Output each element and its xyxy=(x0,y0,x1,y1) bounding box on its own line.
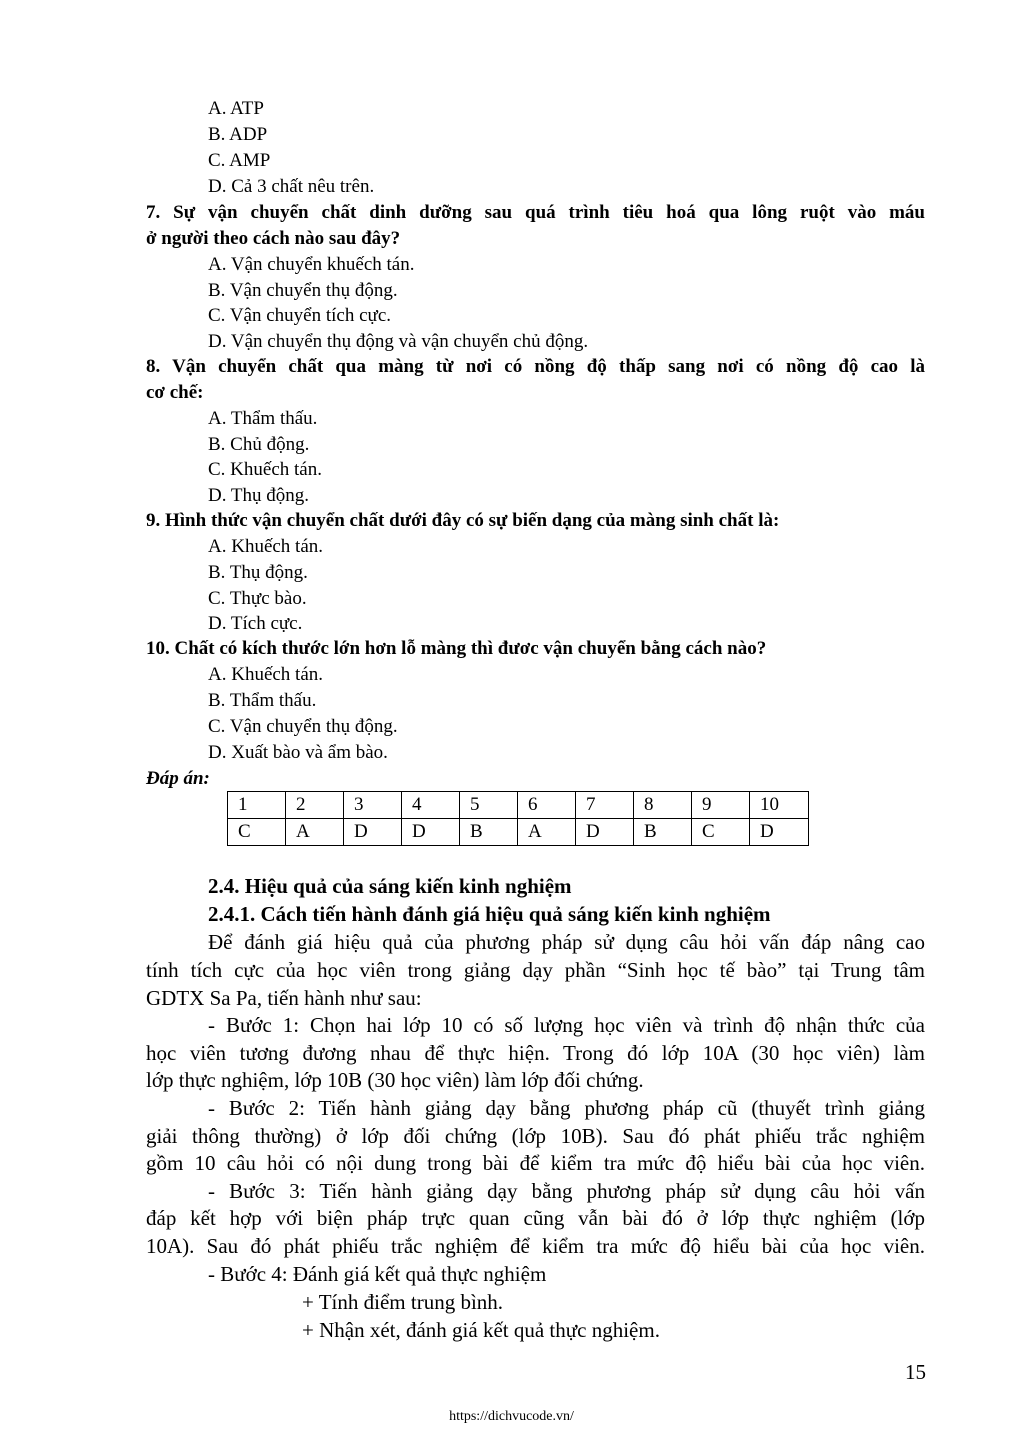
q10-question: 10. Chất có kích thước lớn hơn lỗ màng thì đươc vận chuyển bằng cách nào? xyxy=(146,638,767,659)
q6-option-b: B. ADP xyxy=(208,124,268,145)
answer-number-cell: 8 xyxy=(634,792,692,819)
answer-letter-cell: B xyxy=(460,819,518,846)
q9-option-a: A. Khuếch tán. xyxy=(208,536,324,557)
answer-number-cell: 5 xyxy=(460,792,518,819)
q8-option-c: C. Khuếch tán. xyxy=(208,459,322,480)
answer-letter-cell: D xyxy=(750,819,809,846)
q9-option-d: D. Tích cực. xyxy=(208,613,303,634)
paragraph-intro-line1: Để đánh giá hiệu quả của phương pháp sử dụng câu hỏi vấn đáp nâng cao xyxy=(208,930,925,954)
answer-letter-cell: A xyxy=(286,819,344,846)
q6-option-d: D. Cả 3 chất nêu trên. xyxy=(208,176,375,197)
step4-item-average: + Tính điểm trung bình. xyxy=(302,1290,504,1314)
answer-number-cell: 10 xyxy=(750,792,809,819)
step4-item-evaluation: + Nhận xét, đánh giá kết quả thực nghiệm. xyxy=(302,1318,660,1342)
answer-key-label: Đáp án: xyxy=(146,768,210,789)
answer-letter-cell: D xyxy=(344,819,402,846)
answer-letter-cell: C xyxy=(228,819,286,846)
answer-number-cell: 4 xyxy=(402,792,460,819)
step2-line3: gồm 10 câu hỏi có nội dung trong bài để kiểm tra mức độ hiểu bài của học viên. xyxy=(146,1151,925,1175)
answer-key-table xyxy=(227,791,809,846)
page-number: 15 xyxy=(905,1360,926,1384)
paragraph-intro-line3: GDTX Sa Pa, tiến hành như sau: xyxy=(146,986,422,1010)
answer-number-cell: 1 xyxy=(228,792,286,819)
q7-question-line1: 7. Sự vận chuyển chất dinh dưỡng sau quá trình tiêu hoá qua lông ruột vào máu xyxy=(146,202,925,223)
step2-line2: giải thông thường) ở lớp đối chứng (lớp 10B). Sau đó phát phiếu trắc nghiệm xyxy=(146,1124,925,1148)
step1-line1: - Bước 1: Chọn hai lớp 10 có số lượng học viên và trình độ nhận thức của xyxy=(208,1013,925,1037)
q7-option-d: D. Vận chuyển thụ động và vận chuyển chủ động. xyxy=(208,331,589,352)
answer-letter-cell: B xyxy=(634,819,692,846)
q6-option-a: A. ATP xyxy=(208,98,264,119)
subsection-heading: 2.4.1. Cách tiến hành đánh giá hiệu quả sáng kiến kinh nghiệm xyxy=(208,902,771,926)
q8-option-d: D. Thụ động. xyxy=(208,485,309,506)
q10-option-b: B. Thẩm thấu. xyxy=(208,690,317,711)
answer-letter-row xyxy=(228,819,809,846)
answer-number-cell: 3 xyxy=(344,792,402,819)
step1-line3: lớp thực nghiệm, lớp 10B (30 học viên) làm lớp đối chứng. xyxy=(146,1068,644,1092)
footer-url: https://dichvucode.vn/ xyxy=(449,1409,574,1424)
paragraph-intro-line2: tính tích cực của học viên trong giảng dạy phần “Sinh học tế bào” tại Trung tâm xyxy=(146,958,925,982)
answer-letter-cell: D xyxy=(402,819,460,846)
q8-question-line2: cơ chế: xyxy=(146,382,204,403)
q9-question: 9. Hình thức vận chuyển chất dưới đây có sự biến dạng của màng sinh chất là: xyxy=(146,510,780,531)
answer-number-cell: 9 xyxy=(692,792,750,819)
answer-number-cell: 2 xyxy=(286,792,344,819)
q10-option-c: C. Vận chuyển thụ động. xyxy=(208,716,398,737)
q7-option-a: A. Vận chuyển khuếch tán. xyxy=(208,254,415,275)
step2-line1: - Bước 2: Tiến hành giảng dạy bằng phương pháp cũ (thuyết trình giảng xyxy=(208,1096,925,1120)
answer-letter-cell: A xyxy=(518,819,576,846)
q9-option-c: C. Thực bào. xyxy=(208,588,307,609)
step1-line2: học viên tương đương nhau để thực hiện. Trong đó lớp 10A (30 học viên) làm xyxy=(146,1041,925,1065)
q7-option-c: C. Vận chuyển tích cực. xyxy=(208,305,392,326)
step3-line1: - Bước 3: Tiến hành giảng dạy bằng phương pháp sử dụng câu hỏi vấn xyxy=(208,1179,925,1203)
step3-line2: đáp kết hợp với biện pháp trực quan cũng vẫn bài đó ở lớp thực nghiệm (lớp xyxy=(146,1206,925,1230)
q7-option-b: B. Vận chuyển thụ động. xyxy=(208,280,398,301)
answer-letter-cell: C xyxy=(692,819,750,846)
answer-number-cell: 7 xyxy=(576,792,634,819)
q10-option-a: A. Khuếch tán. xyxy=(208,664,324,685)
q6-option-c: C. AMP xyxy=(208,150,271,171)
q8-option-a: A. Thẩm thấu. xyxy=(208,408,318,429)
answer-number-cell: 6 xyxy=(518,792,576,819)
step4-line: - Bước 4: Đánh giá kết quả thực nghiệm xyxy=(208,1262,547,1286)
section-heading: 2.4. Hiệu quả của sáng kiến kinh nghiệm xyxy=(208,874,572,898)
q8-option-b: B. Chủ động. xyxy=(208,434,310,455)
q10-option-d: D. Xuất bào và ẩm bào. xyxy=(208,742,388,763)
q7-question-line2: ở người theo cách nào sau đây? xyxy=(146,228,401,249)
step3-line3: 10A). Sau đó phát phiếu trắc nghiệm để kiểm tra mức độ hiểu bài của học viên. xyxy=(146,1234,925,1258)
answer-number-row xyxy=(228,792,809,819)
q8-question-line1: 8. Vận chuyển chất qua màng từ nơi có nồng độ thấp sang nơi có nồng độ cao là xyxy=(146,356,925,377)
q9-option-b: B. Thụ động. xyxy=(208,562,308,583)
answer-letter-cell: D xyxy=(576,819,634,846)
